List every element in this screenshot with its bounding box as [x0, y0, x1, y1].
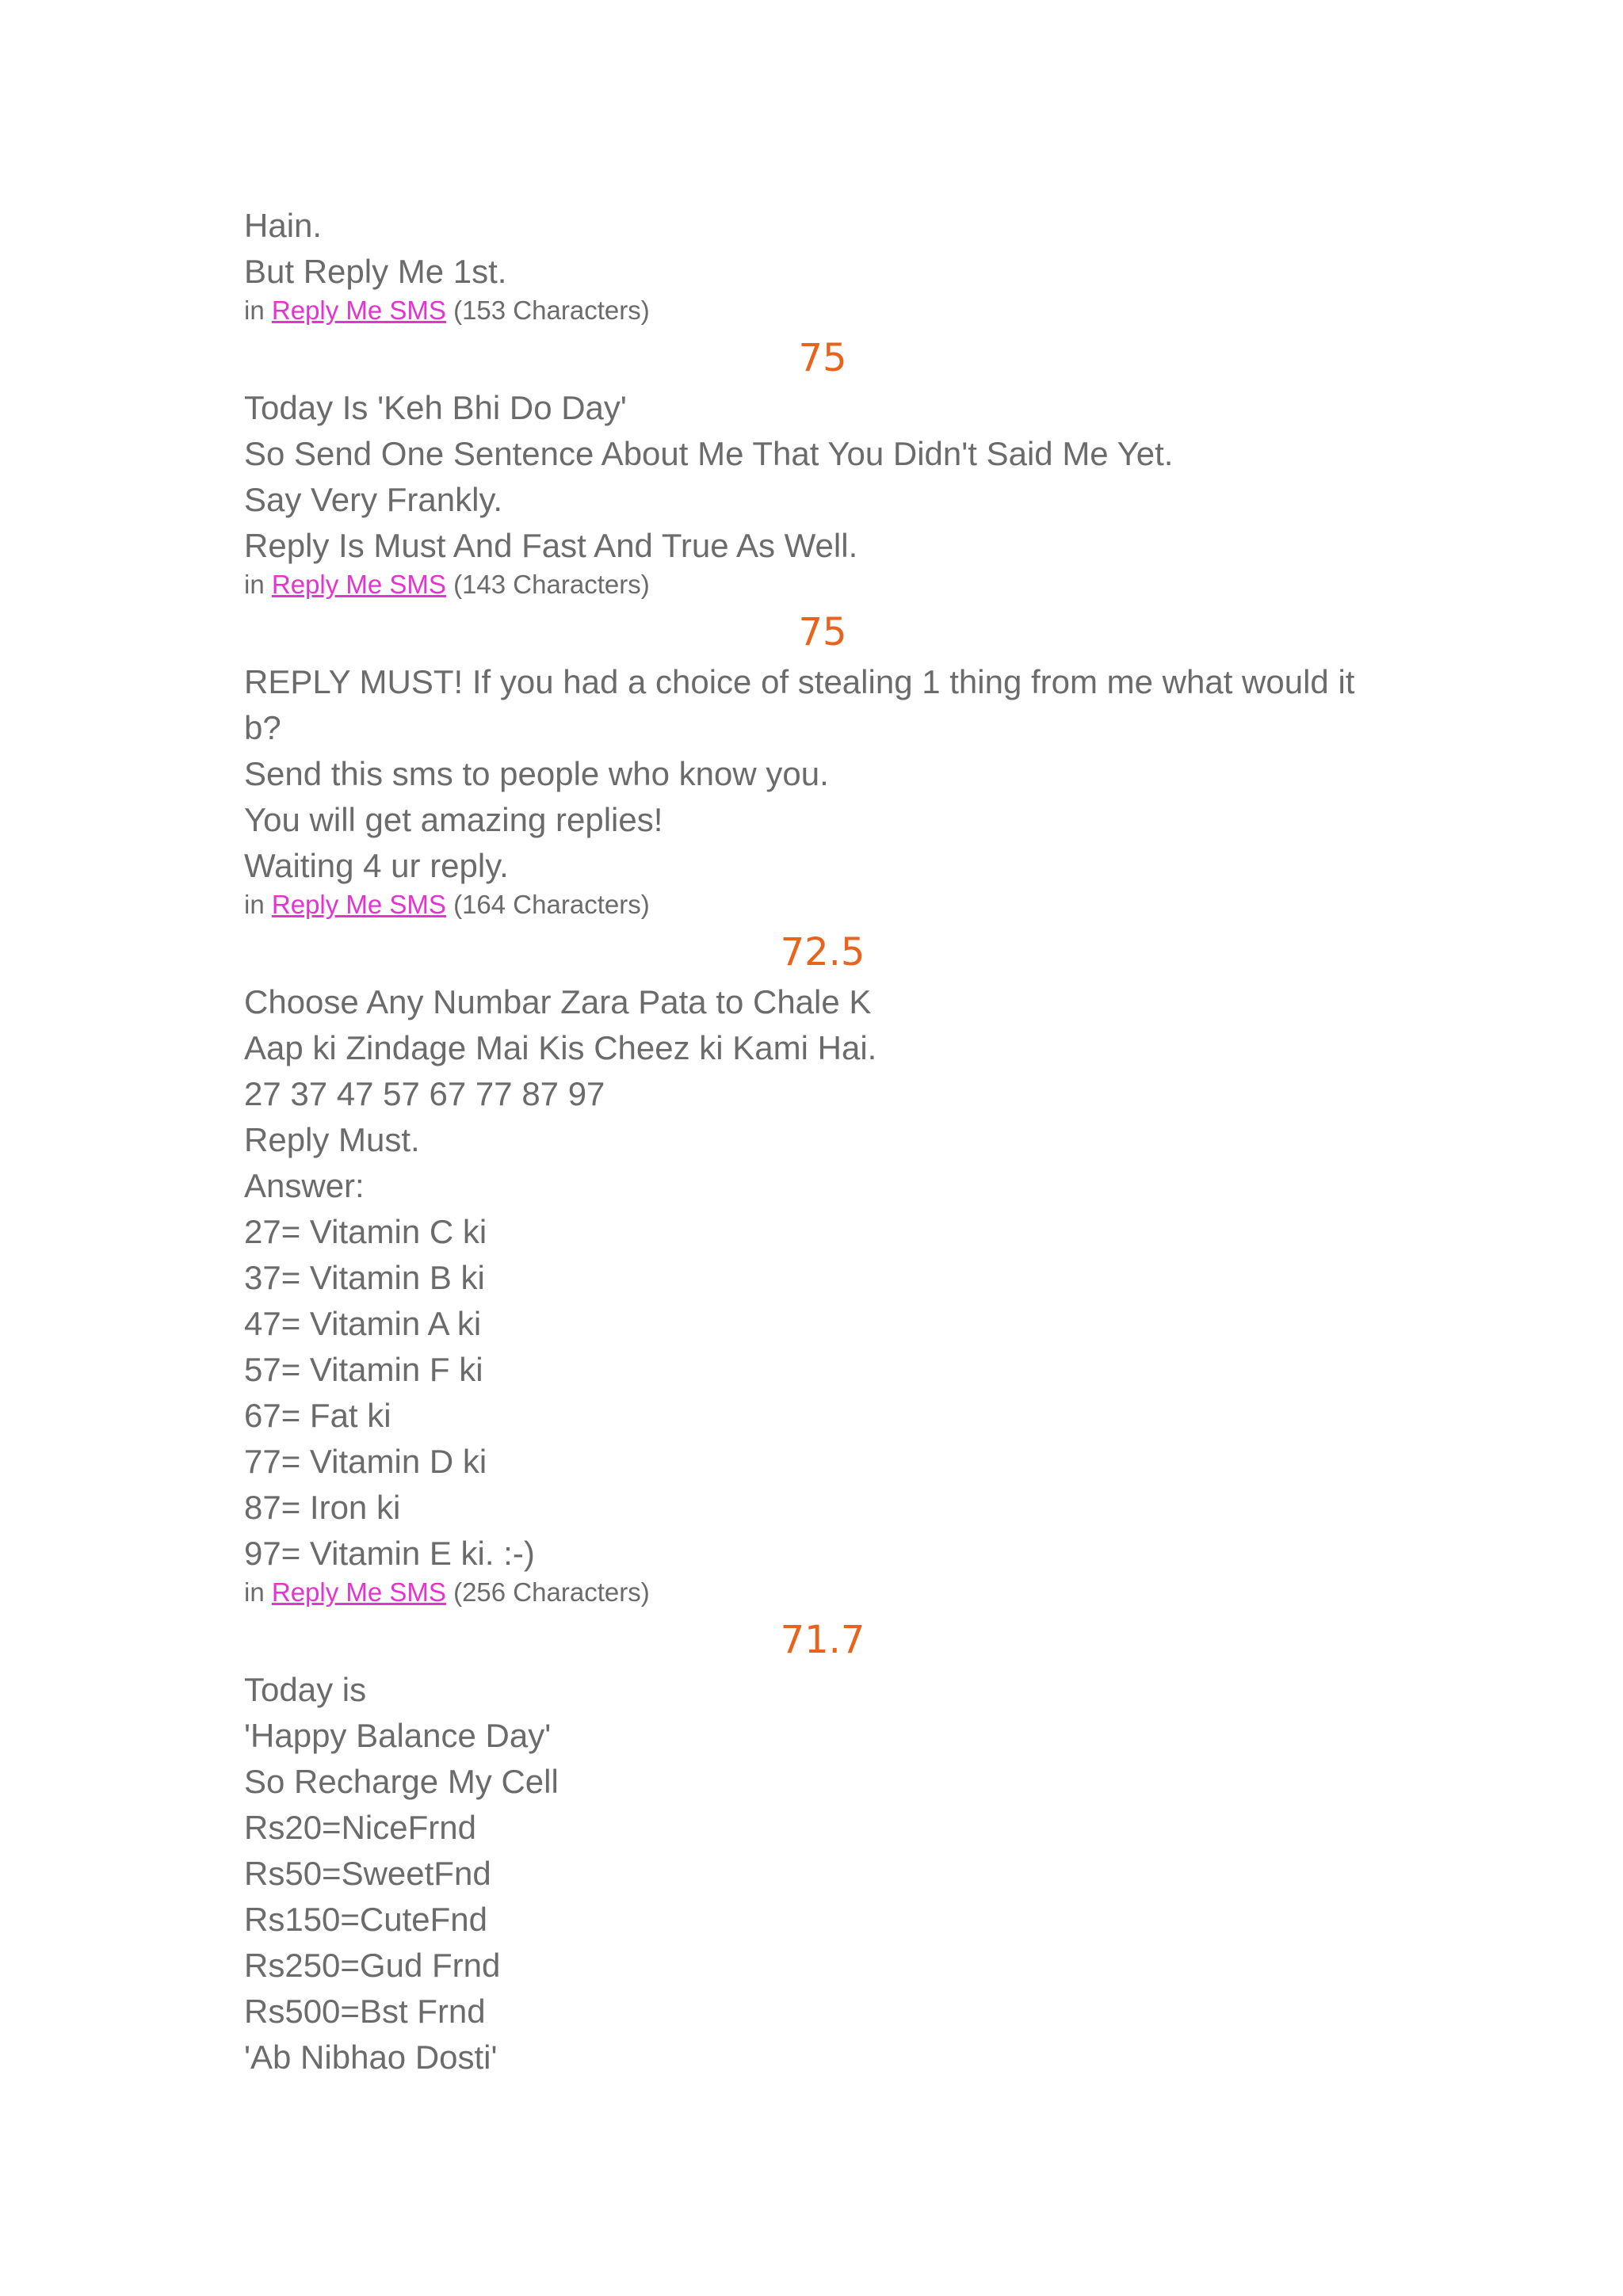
- sms-line: Rs500=Bst Frnd: [244, 1993, 486, 2030]
- sms-line: 87= Iron ki: [244, 1489, 401, 1526]
- sms-line: 57= Vitamin F ki: [244, 1351, 483, 1388]
- sms-line: Waiting 4 ur reply.: [244, 847, 509, 884]
- sms-line: 'Ab Nibhao Dosti': [244, 2039, 498, 2076]
- sms-line: Answer:: [244, 1167, 365, 1204]
- sms-line: 47= Vitamin A ki: [244, 1305, 482, 1342]
- score-rating: 71.7: [780, 1618, 865, 1662]
- score-rating: 75: [798, 610, 847, 654]
- score-rating: 72.5: [780, 930, 865, 974]
- char-count: (143 Characters): [453, 570, 650, 599]
- meta-prefix: in: [244, 570, 265, 599]
- char-count: (164 Characters): [453, 890, 650, 919]
- sms-meta: [244, 569, 1379, 601]
- sms-line: REPLY MUST! If you had a choice of stealing 1 thing from me what would it b?: [244, 663, 1365, 746]
- meta-prefix: in: [244, 296, 265, 325]
- char-count: (256 Characters): [453, 1577, 650, 1607]
- sms-line: Send this sms to people who know you.: [244, 755, 829, 792]
- sms-line: Say Very Frankly.: [244, 481, 502, 518]
- meta-prefix: in: [244, 890, 265, 919]
- sms-line: Aap ki Zindage Mai Kis Cheez ki Kami Hai.: [244, 1029, 877, 1066]
- sms-line: 77= Vitamin D ki: [244, 1443, 487, 1480]
- sms-line: Reply Is Must And Fast And True As Well.: [244, 527, 858, 564]
- sms-line: Today Is 'Keh Bhi Do Day': [244, 389, 627, 426]
- sms-line: Choose Any Numbar Zara Pata to Chale K: [244, 983, 872, 1020]
- char-count: (153 Characters): [453, 296, 650, 325]
- sms-line: Hain.: [244, 207, 323, 244]
- sms-line: 97= Vitamin E ki. :-): [244, 1535, 535, 1572]
- sms-line: Rs250=Gud Frnd: [244, 1947, 501, 1984]
- document-page: [244, 203, 1379, 2081]
- sms-meta: [244, 1577, 1379, 1608]
- sms-line: You will get amazing replies!: [244, 801, 663, 838]
- category-link[interactable]: Reply Me SMS: [271, 890, 446, 919]
- sms-line: But Reply Me 1st.: [244, 253, 507, 290]
- sms-line: 67= Fat ki: [244, 1397, 391, 1434]
- sms-line: 37= Vitamin B ki: [244, 1259, 485, 1296]
- category-link[interactable]: Reply Me SMS: [271, 296, 446, 325]
- sms-line: 27 37 47 57 67 77 87 97: [244, 1075, 605, 1112]
- category-link[interactable]: Reply Me SMS: [271, 570, 446, 599]
- sms-line: Reply Must.: [244, 1121, 420, 1158]
- sms-line: So Send One Sentence About Me That You Didn't Said Me Yet.: [244, 435, 1174, 472]
- sms-line: 'Happy Balance Day': [244, 1717, 552, 1754]
- sms-line: Rs150=CuteFnd: [244, 1901, 488, 1938]
- sms-entry: [244, 979, 1379, 1667]
- sms-line: So Recharge My Cell: [244, 1763, 559, 1800]
- sms-line: Rs50=SweetFnd: [244, 1855, 491, 1892]
- sms-entry: [244, 1667, 1379, 2081]
- sms-meta: [244, 889, 1379, 921]
- score-rating: 75: [798, 336, 847, 380]
- sms-entry: [244, 203, 1379, 385]
- meta-prefix: in: [244, 1577, 265, 1607]
- sms-line: Rs20=NiceFrnd: [244, 1809, 476, 1846]
- sms-line: Today is: [244, 1671, 367, 1708]
- sms-meta: [244, 295, 1379, 326]
- sms-line: 27= Vitamin C ki: [244, 1213, 487, 1250]
- sms-entry: [244, 659, 1379, 979]
- sms-entry: [244, 385, 1379, 659]
- category-link[interactable]: Reply Me SMS: [271, 1577, 446, 1607]
